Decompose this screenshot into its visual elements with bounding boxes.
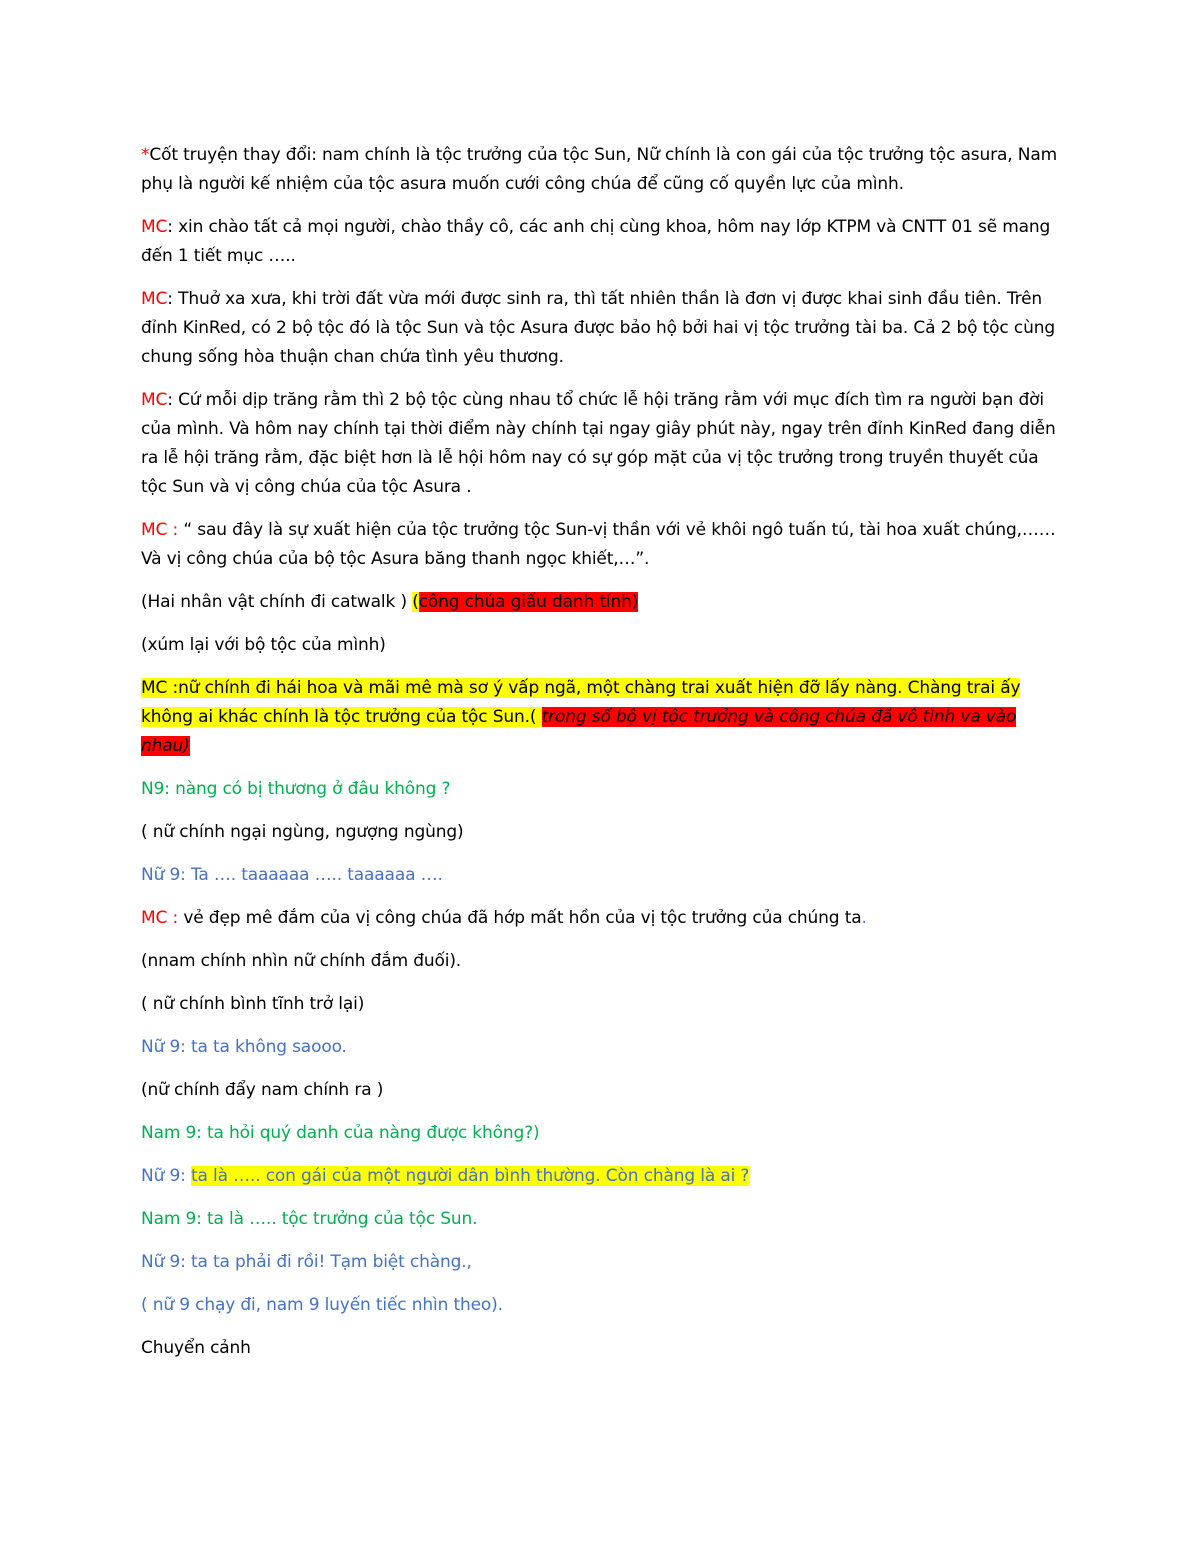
dialogue-line-nu9 bbox=[141, 1162, 1061, 1191]
line-text: Nam 9: ta là ….. tộc trưởng của tộc Sun. bbox=[141, 1209, 478, 1229]
dialogue-line-nu9 bbox=[141, 1033, 1061, 1062]
stage-direction bbox=[141, 588, 1061, 617]
highlighted-paren: ( bbox=[412, 592, 419, 612]
scene-change bbox=[141, 1334, 1061, 1363]
highlighted-note: trong số bộ vị tộc trưởng và công chúa đã vô tình va vào nhau) bbox=[141, 707, 1017, 756]
stage-direction bbox=[141, 990, 1061, 1019]
stage-direction-blue bbox=[141, 1291, 1061, 1320]
stage-direction bbox=[141, 1076, 1061, 1105]
line-dot: . bbox=[861, 908, 867, 928]
direction-text: ( nữ chính bình tĩnh trở lại) bbox=[141, 994, 365, 1014]
speaker-label: MC bbox=[141, 390, 168, 410]
line-text: : Cứ mỗi dịp trăng rằm thì 2 bộ tộc cùng nhau tổ chức lễ hội trăng rằm với mục đích tìm ra người bạn đời của mình. Và hôm nay chính tại thời điểm này chính tại ngay giây phút này, ngay trên đỉnh KinRed đang diễn ra lễ hội trăng rằm, đặc biệt hơn là lễ hội hôm nay có sự góp mặt của vị tộc trưởng trong truyền thuyết của tộc Sun và vị công chúa của tộc Asura . bbox=[141, 390, 1056, 497]
dialogue-line-nu9 bbox=[141, 861, 1061, 890]
speaker-label: MC : bbox=[141, 908, 179, 928]
direction-text: (nnam chính nhìn nữ chính đắm đuối). bbox=[141, 951, 462, 971]
stage-direction bbox=[141, 631, 1061, 660]
speaker-label: Nữ 9: bbox=[141, 1166, 191, 1186]
speaker-label: MC bbox=[141, 289, 168, 309]
direction-text: (nữ chính đẩy nam chính ra ) bbox=[141, 1080, 384, 1100]
dialogue-line-nam9 bbox=[141, 1205, 1061, 1234]
direction-text: Chuyển cảnh bbox=[141, 1338, 251, 1358]
highlighted-text: ta là ….. con gái của một người dân bình thường. Còn chàng là ai ? bbox=[190, 1166, 750, 1186]
mc-line bbox=[141, 285, 1061, 372]
line-text: N9: nàng có bị thương ở đâu không ? bbox=[141, 779, 451, 799]
line-text: Nam 9: ta hỏi quý danh của nàng được không?) bbox=[141, 1123, 540, 1143]
dialogue-line-nu9 bbox=[141, 1248, 1061, 1277]
document-body bbox=[141, 141, 1061, 1377]
highlighted-note: công chúa giấu danh tính) bbox=[418, 592, 639, 612]
plot-change-paragraph bbox=[141, 141, 1061, 199]
direction-text: ( nữ 9 chạy đi, nam 9 luyến tiếc nhìn theo). bbox=[141, 1295, 503, 1315]
line-text: vẻ đẹp mê đắm của vị công chúa đã hớp mất hồn của vị tộc trưởng của chúng ta bbox=[178, 908, 862, 928]
line-text: Nữ 9: ta ta không saooo. bbox=[141, 1037, 347, 1057]
direction-text: (Hai nhân vật chính đi catwalk ) bbox=[141, 592, 413, 612]
line-text: : xin chào tất cả mọi người, chào thầy cô, các anh chị cùng khoa, hôm nay lớp KTPM và CNTT 01 sẽ mang đến 1 tiết mục ….. bbox=[141, 217, 1051, 266]
direction-text: (xúm lại với bộ tộc của mình) bbox=[141, 635, 386, 655]
paragraph-text: Cốt truyện thay đổi: nam chính là tộc trưởng của tộc Sun, Nữ chính là con gái của tộc trưởng tộc asura, Nam phụ là người kế nhiệm của tộc asura muốn cưới công chúa để cũng cố quyền lực của mình. bbox=[141, 145, 1057, 194]
line-text: Nữ 9: ta ta phải đi rồi! Tạm biệt chàng., bbox=[141, 1252, 472, 1272]
highlighted-paren: ( bbox=[529, 707, 542, 727]
speaker-label: MC bbox=[141, 217, 168, 237]
line-text: : Thuở xa xưa, khi trời đất vừa mới được sinh ra, thì tất nhiên thần là đơn vị được khai sinh đầu tiên. Trên đỉnh KinRed, có 2 bộ tộc đó là tộc Sun và tộc Asura được bảo hộ bởi hai vị tộc trưởng tài ba. Cả 2 bộ tộc cùng chung sống hòa thuận chan chứa tình yêu thương. bbox=[141, 289, 1055, 367]
stage-direction bbox=[141, 947, 1061, 976]
mc-line bbox=[141, 904, 1061, 933]
stage-direction bbox=[141, 818, 1061, 847]
mc-line bbox=[141, 213, 1061, 271]
speaker-label: MC : bbox=[141, 520, 179, 540]
asterisk-marker: * bbox=[141, 145, 150, 165]
mc-line bbox=[141, 386, 1061, 502]
direction-text: ( nữ chính ngại ngùng, ngượng ngùng) bbox=[141, 822, 464, 842]
line-text: “ sau đây là sự xuất hiện của tộc trưởng tộc Sun-vị thần với vẻ khôi ngô tuấn tú, tài hoa xuất chúng,…… Và vị công chúa của bộ tộc Asura băng thanh ngọc khiết,…”. bbox=[141, 520, 1056, 569]
line-text: Nữ 9: Ta …. taaaaaa ….. taaaaaa …. bbox=[141, 865, 443, 885]
mc-highlighted-line bbox=[141, 674, 1061, 761]
dialogue-line-nam9 bbox=[141, 1119, 1061, 1148]
mc-line bbox=[141, 516, 1061, 574]
dialogue-line-nam9 bbox=[141, 775, 1061, 804]
highlighted-text: MC :nữ chính đi hái hoa và mãi mê mà sơ ý vấp ngã, một chàng trai xuất hiện đỡ lấy nàng. Chàng trai ấy không ai khác chính là tộc trưởng của tộc Sun. bbox=[141, 678, 1021, 727]
